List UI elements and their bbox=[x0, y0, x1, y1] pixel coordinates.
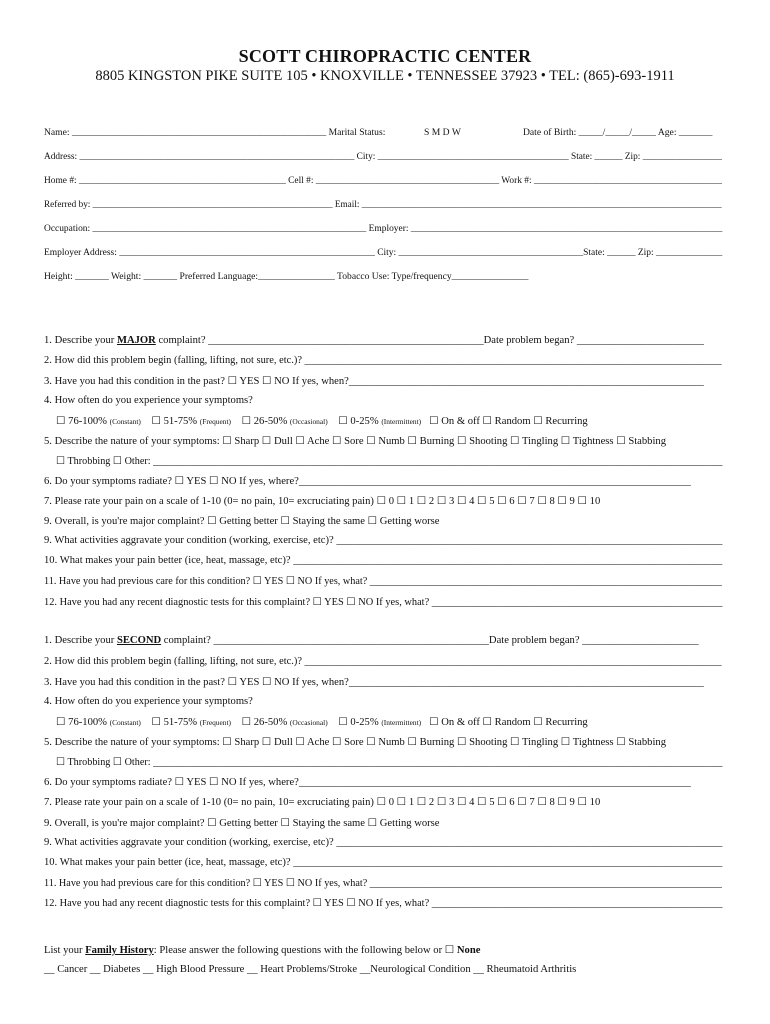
major-q5-other[interactable]: ☐ Throbbing ☐ Other: ________________________________________________________________________________________________________________ bbox=[56, 456, 723, 467]
freq-option-rest[interactable]: ☐ On & off ☐ Random ☐ Recurring bbox=[429, 416, 588, 427]
major-q4: 4. How often do you experience your symptoms? bbox=[44, 395, 253, 406]
major-q9[interactable]: 9. Overall, is you're major complaint? ☐ Getting better ☐ Staying the same ☐ Getting worse bbox=[44, 516, 440, 527]
referred-email-field[interactable]: Referred by: ____________________________________________________ Email: ______________________________________________________________________________ bbox=[44, 199, 722, 210]
address-field[interactable]: Address: ___________________________________________________________ City: _________________________________________ State: ______ Zip: _________________ bbox=[44, 151, 722, 162]
second-q9[interactable]: 9. Overall, is you're major complaint? ☐ Getting better ☐ Staying the same ☐ Getting worse bbox=[44, 818, 440, 829]
occupation-employer-field[interactable]: Occupation: __________________________________________________________ Employer: __________________________________________________________________ bbox=[44, 223, 723, 234]
clinic-address: 8805 KINGSTON PIKE SUITE 105 • KNOXVILLE • TENNESSEE 37923 • TEL: (865)-693-1911 bbox=[95, 68, 675, 84]
employer-address-field[interactable]: Employer Address: ______________________________________________________ City: _______________________________________State: ______ Zip: ______________ bbox=[44, 247, 723, 258]
second-q11[interactable]: 11. Have you had previous care for this condition? ☐ YES ☐ NO If yes, what? _____________________________________________________________________ bbox=[44, 878, 722, 889]
freq-option[interactable]: ☐ 0-25% (Intermittent) bbox=[338, 416, 422, 427]
freq-option[interactable]: ☐ 76-100% (Constant) bbox=[56, 416, 141, 427]
major-keyword: MAJOR bbox=[116, 335, 156, 346]
major-q12[interactable]: 12. Have you had any recent diagnostic tests for this complaint? ☐ YES ☐ NO If yes, what? ________________________________________________________ bbox=[44, 597, 723, 608]
second-q1-blank[interactable]: complaint? ____________________________________________________Date problem began? ______________________ bbox=[161, 635, 699, 646]
second-keyword: SECOND bbox=[116, 635, 162, 646]
second-q9b[interactable]: 9. What activities aggravate your condition (working, exercise, etc)? _________________________________________________________________________ bbox=[44, 837, 723, 848]
major-frequency-options[interactable] bbox=[56, 415, 588, 427]
second-q5-other[interactable]: ☐ Throbbing ☐ Other: ________________________________________________________________________________________________________________ bbox=[56, 757, 723, 768]
family-history-keyword: Family History bbox=[85, 945, 154, 956]
family-history-conditions[interactable]: __ Cancer __ Diabetes __ High Blood Pressure __ Heart Problems/Stroke __Neurological Condition __ Rheumatoid Arthritis bbox=[44, 964, 577, 975]
name-field[interactable]: Name: _____________________________________________________ Marital Status: bbox=[44, 127, 386, 138]
marital-status-options[interactable]: S M D W bbox=[424, 127, 461, 138]
second-q12[interactable]: 12. Have you had any recent diagnostic tests for this complaint? ☐ YES ☐ NO If yes, what? ________________________________________________________ bbox=[44, 898, 723, 909]
major-q1[interactable] bbox=[44, 335, 704, 346]
major-q3[interactable]: 3. Have you had this condition in the past? ☐ YES ☐ NO If yes, when?___________________________________________________________________ bbox=[44, 376, 704, 387]
second-q6[interactable]: 6. Do your symptoms radiate? ☐ YES ☐ NO If yes, where?__________________________________________________________________________ bbox=[44, 777, 691, 788]
major-q1-label: 1. Describe your bbox=[44, 335, 117, 346]
second-q1-label: 1. Describe your bbox=[44, 635, 117, 646]
second-q5[interactable]: 5. Describe the nature of your symptoms: ☐ Sharp ☐ Dull ☐ Ache ☐ Sore ☐ Numb ☐ Burning ☐ Shooting ☐ Tingling ☐ Tightness ☐ Stabbing bbox=[44, 737, 667, 748]
major-q1-blank[interactable]: complaint? ____________________________________________________Date problem began? ________________________ bbox=[155, 335, 704, 346]
major-q7[interactable]: 7. Please rate your pain on a scale of 1-10 (0= no pain, 10= excruciating pain) ☐ 0 ☐ 1 ☐ 2 ☐ 3 ☐ 4 ☐ 5 ☐ 6 ☐ 7 ☐ 8 ☐ 9 ☐ 10 bbox=[44, 496, 601, 507]
major-q5[interactable]: 5. Describe the nature of your symptoms: ☐ Sharp ☐ Dull ☐ Ache ☐ Sore ☐ Numb ☐ Burning ☐ Shooting ☐ Tingling ☐ Tightness ☐ Stabbing bbox=[44, 436, 667, 447]
family-history-prompt: List your Family History: Please answer the following questions with the following below or ☐ None bbox=[44, 945, 481, 956]
freq-option-rest[interactable]: ☐ On & off ☐ Random ☐ Recurring bbox=[429, 717, 588, 728]
major-q11[interactable]: 11. Have you had previous care for this condition? ☐ YES ☐ NO If yes, what? _____________________________________________________________________ bbox=[44, 576, 722, 587]
freq-option[interactable]: ☐ 26-50% (Occasional) bbox=[241, 416, 328, 427]
freq-option[interactable]: ☐ 76-100% (Constant) bbox=[56, 717, 141, 728]
second-q1[interactable] bbox=[44, 635, 699, 646]
freq-option[interactable]: ☐ 0-25% (Intermittent) bbox=[338, 717, 422, 728]
none-checkbox-label[interactable]: None bbox=[456, 945, 481, 956]
freq-option[interactable]: ☐ 51-75% (Frequent) bbox=[151, 717, 231, 728]
second-q2[interactable]: 2. How did this problem begin (falling, lifting, not sure, etc.)? ________________________________________________________________________________ bbox=[44, 656, 722, 667]
clinic-title: SCOTT CHIROPRACTIC CENTER bbox=[238, 46, 532, 66]
second-q7[interactable]: 7. Please rate your pain on a scale of 1-10 (0= no pain, 10= excruciating pain) ☐ 0 ☐ 1 ☐ 2 ☐ 3 ☐ 4 ☐ 5 ☐ 6 ☐ 7 ☐ 8 ☐ 9 ☐ 10 bbox=[44, 797, 601, 808]
freq-option[interactable]: ☐ 26-50% (Occasional) bbox=[241, 717, 328, 728]
major-q10[interactable]: 10. What makes your pain better (ice, heat, massage, etc)? _________________________________________________________________________________ bbox=[44, 555, 723, 566]
second-frequency-options[interactable] bbox=[56, 716, 588, 728]
freq-option[interactable]: ☐ 51-75% (Frequent) bbox=[151, 416, 231, 427]
phone-fields[interactable]: Home #: ____________________________________________ Cell #: _______________________________________ Work #: ________________________________________ bbox=[44, 175, 722, 186]
second-q3[interactable]: 3. Have you had this condition in the past? ☐ YES ☐ NO If yes, when?___________________________________________________________________ bbox=[44, 677, 704, 688]
dob-age-field[interactable]: Date of Birth: _____/_____/_____ Age: _______ bbox=[523, 127, 713, 138]
major-q6[interactable]: 6. Do your symptoms radiate? ☐ YES ☐ NO If yes, where?__________________________________________________________________________ bbox=[44, 476, 691, 487]
height-weight-language-field[interactable]: Height: _______ Weight: _______ Preferred Language:________________ Tobacco Use: Type/frequency________________ bbox=[44, 271, 529, 282]
major-q2[interactable]: 2. How did this problem begin (falling, lifting, not sure, etc.)? ________________________________________________________________________________ bbox=[44, 355, 722, 366]
second-q4: 4. How often do you experience your symptoms? bbox=[44, 696, 253, 707]
major-q9b[interactable]: 9. What activities aggravate your condition (working, exercise, etc)? _________________________________________________________________________ bbox=[44, 535, 723, 546]
second-q10[interactable]: 10. What makes your pain better (ice, heat, massage, etc)? _________________________________________________________________________________ bbox=[44, 857, 723, 868]
